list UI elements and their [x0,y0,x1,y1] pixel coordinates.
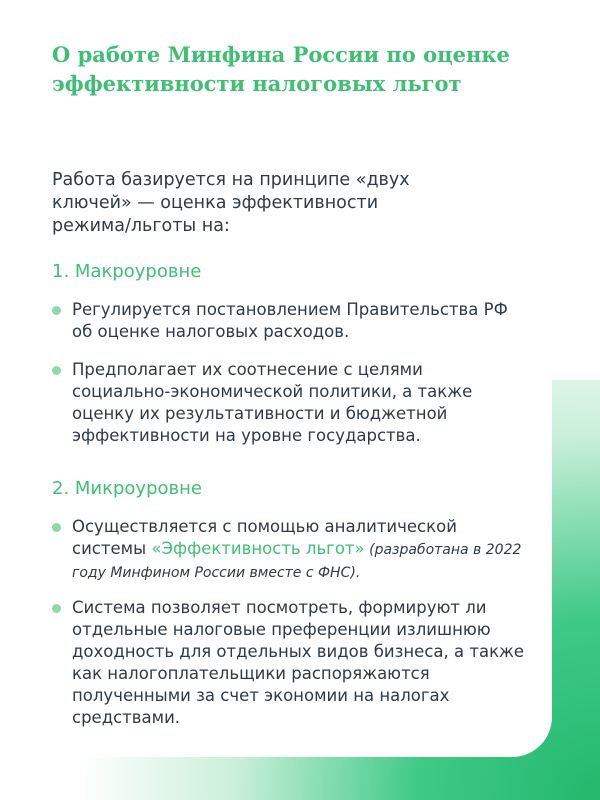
intro-text: Работа базируется на принципе «двух ключей» — оценка эффективности режима/льготы на: [52,170,410,236]
bullet-dot-icon [52,306,61,315]
list-item [52,299,532,343]
list-item-text: Предполагает их соотнесение с целями социально-экономической политики, а также оценку их результативности и бюджетной эффективности на уровне государства. [72,360,473,445]
list-item [52,516,532,584]
list-item-note: (разработана в 2022 году Минфином России вместе с ФНС). [72,542,522,581]
list-item [52,597,532,729]
bullet-dot-icon [52,366,61,375]
list-item-text: Регулируется постановлением Правительства РФ об оценке налоговых расходов. [72,300,508,341]
list-item-text [72,516,532,584]
list-item-text-start: Осуществляется с помощью аналитической системы [72,517,457,558]
list-item-text: Система позволяет посмотреть, формируют ли отдельные налоговые преференции излишнюю доходность для отдельных видов бизнеса, а также как налогоплательщики распоряжаются полученными за счет экономии на налогах средствами. [72,598,525,727]
list-item [52,359,532,447]
section-heading-macro: 1. Макроуровне [52,261,202,282]
bullet-dot-icon [52,523,61,532]
system-name-highlight: «Эффективность льгот» [151,539,365,558]
section-heading-micro: 2. Микроуровне [52,478,202,499]
bullet-dot-icon [52,604,61,613]
page-title: О работе Минфина России по оценке эффективности налоговых льгот [52,42,510,96]
